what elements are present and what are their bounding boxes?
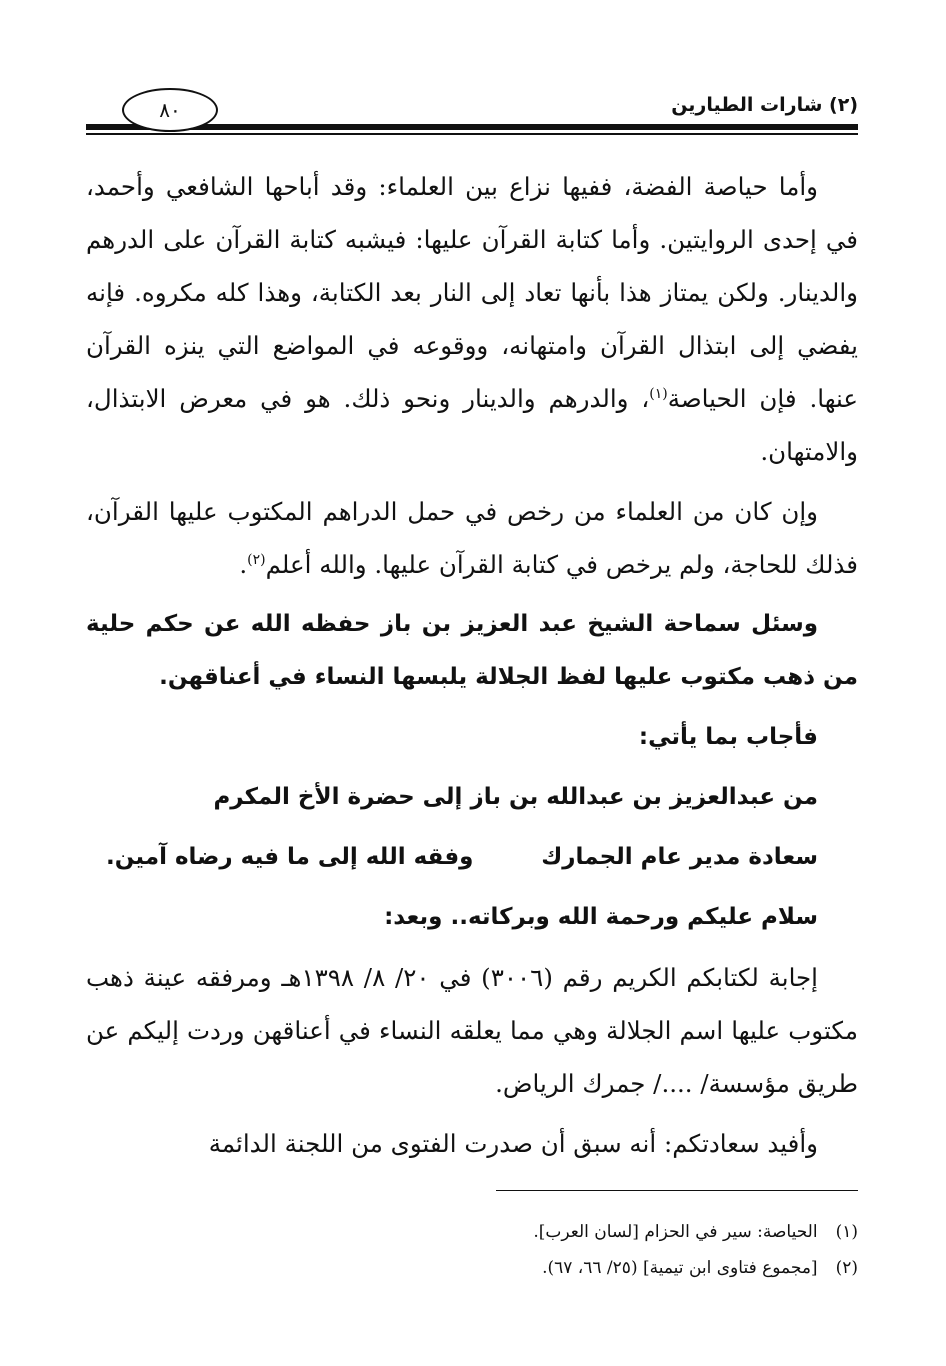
header-rule-thin [86,133,858,135]
paragraph-question: وسئل سماحة الشيخ عبد العزيز بن باز حفظه الله عن حكم حلية من ذهب مكتوب عليها لفظ الجلالة يلبسها النساء في أعناقهن. [86,611,858,690]
paragraph-reply: إجابة لكتابكم الكريم رقم (٣٠٠٦) في ٢٠/ ٨/ ١٣٩٨هـ ومرفقه عينة ذهب مكتوب عليها اسم الجلالة وهي مما يعلقه النساء في أعناقهن وردت إليكم عن طريق مؤسسة/ ..../ جمرك الرياض. [86,963,858,1098]
footnote-text: [مجموع فتاوى ابن تيمية] (٢٥/ ٦٦، ٦٧). [542,1258,818,1278]
letter-addressee: سعادة مدير عام الجمارك [541,844,818,870]
page-header [86,88,858,144]
paragraph-fatwa: وأفيد سعادتكم: أنه سبق أن صدرت الفتوى من اللجنة الدائمة [208,1129,818,1158]
footnote-ref-2[interactable]: (٢) [247,551,266,568]
footnote-text: الحياصة: سير في الحزام [لسان العرب]. [533,1222,818,1242]
letter-greeting: سلام عليكم ورحمة الله وبركاته.. وبعد: [384,904,818,930]
footnote-ref-1[interactable]: (١) [649,385,668,402]
footnote-2 [86,1250,858,1286]
letter-blessing: وفقه الله إلى ما فيه رضاه آمين. [106,844,474,870]
letter-from-line: من عبدالعزيز بن عبدالله بن باز إلى حضرة الأخ المكرم [213,784,818,810]
footnote-separator [496,1190,858,1191]
running-title: (٢) شارات الطيارين [671,94,858,116]
answer-intro: فأجاب بما يأتي: [638,724,818,750]
footnote-number: (٢) [835,1258,858,1278]
footnotes [86,1214,858,1286]
footnote-number: (١) [835,1222,858,1242]
paragraph-dirhams: وإن كان من العلماء من رخص في حمل الدراهم المكتوب عليها القرآن، فذلك للحاجة، ولم يرخص في كتابة القرآن عليها. والله أعلم$^{(٢)}$. [86,497,858,579]
main-text [86,160,858,1177]
footnote-1 [86,1214,858,1250]
paragraph-silver-belt: وأما حياصة الفضة، ففيها نزاع بين العلماء: وقد أباحها الشافعي وأحمد، في إحدى الروايتين. وأما كتابة القرآن عليها: فيشبه كتابة القرآن على الدرهم والدينار. ولكن يمتاز هذا بأنها تعاد إلى النار بعد الكتابة، وهذا كله مكروه. فإنه يفضي إلى ابتذال القرآن وامتهانه، ووقوعه في المواضع التي ينزه القرآن عنها. فإن الحياصة$^{(١)}$، والدرهم والدينار ونحو ذلك. هو في معرض الابتذال، والامتهان. [86,172,858,466]
letter-addressee-row [86,831,858,884]
page-number: ٨٠ [122,88,218,132]
